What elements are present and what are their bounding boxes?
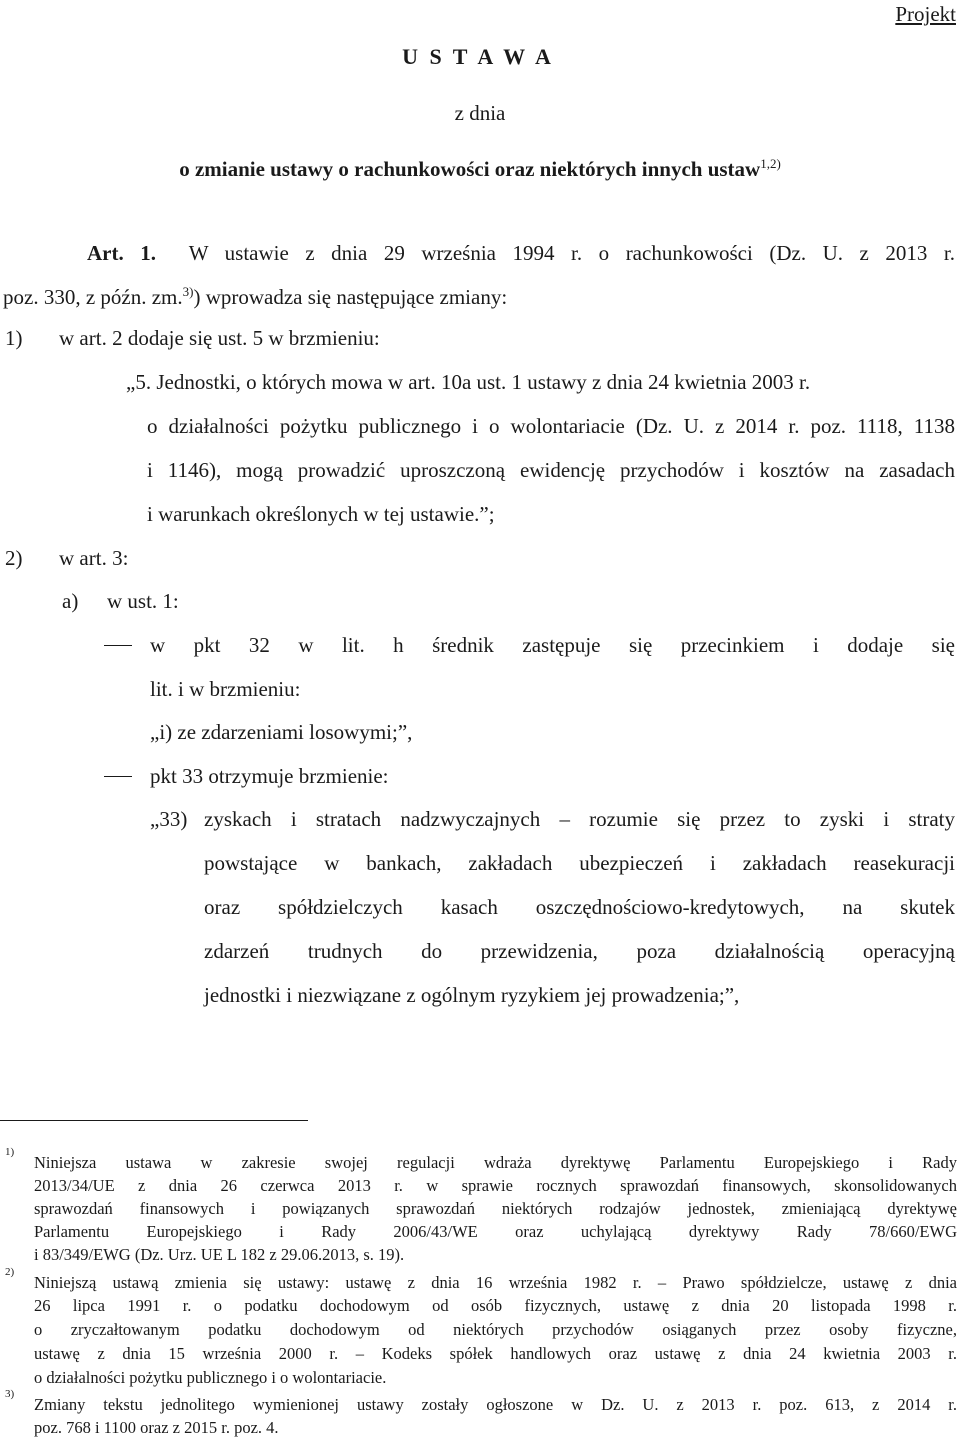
footnote-2-line: 26 lipca 1991 r. o podatku dochodowym od osób fizycznych, ustawę z dnia 20 listopada 1998 r. (34, 1296, 957, 1315)
quote-lit-i: „i) ze zdarzeniami losowymi;”, (150, 720, 413, 744)
footnote-separator (0, 1120, 308, 1121)
subject-text: o zmianie ustawy o rachunkowości oraz niektórych innych ustaw (179, 157, 761, 181)
article-1-intro-end: ) wprowadza się następujące zmiany: (193, 285, 508, 309)
subject-footnote-ref: 1,2) (760, 156, 781, 171)
footnote-2-number: 2) (5, 1266, 15, 1278)
article-1-intro: W ustawie z dnia 29 września 1994 r. o rachunkowości (Dz. U. z 2013 r. (188, 241, 955, 265)
article-1-line-2 (3, 285, 507, 310)
quote-33-number: „33) (150, 807, 188, 831)
footnote-2-line: ustawę z dnia 15 września 2000 r. – Kodeks spółek handlowych oraz ustawę z dnia 24 kwietnia 2003 r. (34, 1344, 957, 1363)
footnote-2-line: o zryczałtowanym podatku dochodowym od niektórych przychodów osiąganych przez osoby fizyczne, (34, 1320, 957, 1339)
footnote-1-line: Niniejsza ustawa w zakresie swojej regulacji wdraża dyrektywę Parlamentu Europejskiego i Rady (34, 1153, 957, 1172)
quote-1-line-4: i warunkach określonych w tej ustawie.”; (147, 502, 495, 526)
footnote-1-line: 2013/34/UE z dnia 26 czerwca 2013 r. w sprawie rocznych sprawozdań finansowych, skonsolidowanych (34, 1176, 957, 1195)
point-1-number: 1) (5, 326, 23, 350)
article-1-line-1 (87, 241, 955, 266)
letter-a-number: a) (62, 589, 79, 613)
quote-33-line-5: jednostki i niezwiązane z ogólnym ryzykiem jej prowadzenia;”, (204, 983, 740, 1007)
footnote-1-number: 1) (5, 1146, 15, 1158)
point-2-number: 2) (5, 546, 23, 570)
footnote-3-number: 3) (5, 1388, 15, 1400)
letter-a-text: w ust. 1: (107, 589, 179, 613)
footnote-2-line: o działalności pożytku publicznego i o wolontariacie. (34, 1368, 387, 1387)
footnote-1-line: Parlamentu Europejskiego i Rady 2006/43/WE oraz uchylającą dyrektywy Rady 78/660/EWG (34, 1222, 957, 1241)
point-1-text: w art. 2 dodaje się ust. 5 w brzmieniu: (59, 326, 380, 350)
footnote-ref-3: 3) (182, 284, 194, 299)
point-2-text: w art. 3: (59, 546, 129, 570)
footnote-3-line: poz. 768 i 1100 oraz z 2015 r. poz. 4. (34, 1418, 279, 1437)
article-1-citation: poz. 330, z późn. zm. (3, 285, 183, 309)
document-date: z dnia (454, 101, 506, 125)
dash-1-line-1: w pkt 32 w lit. h średnik zastępuje się przecinkiem i dodaje się (150, 633, 955, 657)
document-title: U S T A W A (402, 44, 554, 69)
footnote-1-line: i 83/349/EWG (Dz. Urz. UE L 182 z 29.06.2013, s. 19). (34, 1245, 405, 1264)
project-label: Projekt (895, 2, 956, 26)
dash-bullet-1 (104, 645, 132, 646)
quote-33-line-3: oraz spółdzielczych kasach oszczędnościowo-kredytowych, na skutek (204, 895, 955, 919)
dash-1-line-2: lit. i w brzmieniu: (150, 677, 301, 701)
dash-2-text: pkt 33 otrzymuje brzmienie: (150, 764, 389, 788)
footnote-1-line: sprawozdań finansowych i powiązanych sprawozdań niektórych rodzajów jednostek, zmieniającą dyrektywę (34, 1199, 957, 1218)
document-subject (0, 157, 960, 182)
quote-1-line-1: „5. Jednostki, o których mowa w art. 10a ust. 1 ustawy z dnia 24 kwietnia 2003 r. (126, 370, 811, 394)
quote-33-line-1: zyskach i stratach nadzwyczajnych – rozumie się przez to zyski i straty (204, 807, 955, 831)
quote-1-line-2: o działalności pożytku publicznego i o wolontariacie (Dz. U. z 2014 r. poz. 1118, 1138 (147, 414, 955, 438)
footnote-3-line: Zmiany tekstu jednolitego wymienionej ustawy zostały ogłoszone w Dz. U. z 2013 r. poz. 613, z 2014 r. (34, 1395, 957, 1414)
quote-33-line-4: zdarzeń trudnych do przewidzenia, poza działalnością operacyjną (204, 939, 955, 963)
footnote-2-line: Niniejszą ustawą zmienia się ustawy: ustawę z dnia 16 września 1982 r. – Prawo spółdzielcze, ustawę z dnia (34, 1273, 957, 1292)
article-1-label: Art. 1. (87, 241, 157, 265)
quote-1-line-3: i 1146), mogą prowadzić uproszczoną ewidencję przychodów i kosztów na zasadach (147, 458, 955, 482)
quote-33-line-2: powstające w bankach, zakładach ubezpieczeń i zakładach reasekuracji (204, 851, 955, 875)
dash-bullet-2 (104, 776, 132, 777)
